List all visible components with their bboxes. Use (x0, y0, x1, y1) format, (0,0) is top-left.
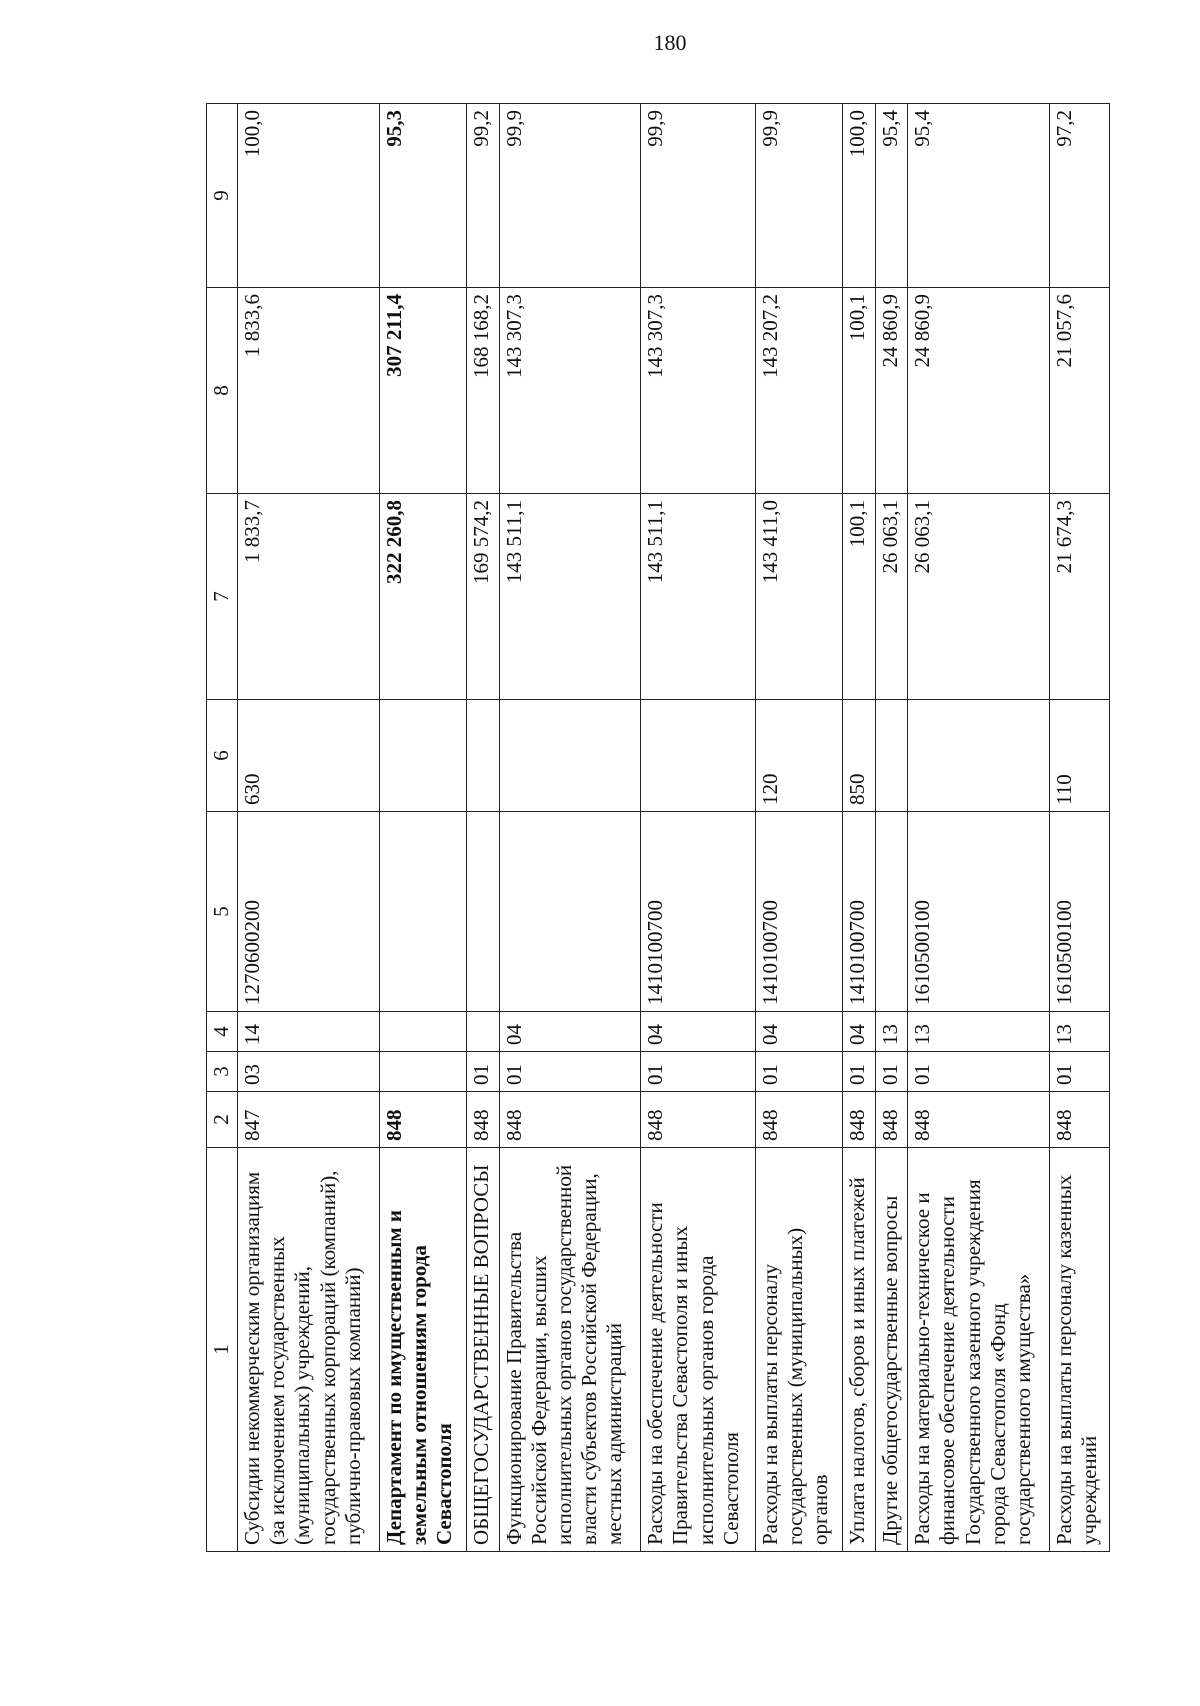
row-target-article: 1610500100 (908, 812, 1050, 1012)
row-planned: 143 411,0 (755, 494, 842, 700)
row-planned: 143 511,1 (499, 494, 641, 700)
row-executed: 143 307,3 (641, 288, 755, 494)
header-col-4: 4 (207, 1012, 238, 1052)
table-row (875, 104, 908, 1552)
table-row (499, 104, 641, 1552)
row-section (379, 1052, 466, 1092)
row-section: 01 (466, 1052, 499, 1092)
row-percent: 99,9 (755, 104, 842, 288)
header-row (207, 104, 238, 1552)
row-expense-type (875, 700, 908, 812)
row-subsection: 13 (1050, 1012, 1110, 1052)
row-percent: 99,2 (466, 104, 499, 288)
page-number: 180 (653, 30, 687, 55)
row-section: 01 (1050, 1052, 1110, 1092)
row-subsection: 04 (842, 1012, 875, 1052)
header-col-2: 2 (207, 1092, 238, 1148)
header-col-7: 7 (207, 494, 238, 700)
row-name: Расходы на обеспечение деятельности Правительства Севастополя и иных исполнительных органов города Севастополя (641, 1148, 755, 1552)
budget-table (206, 103, 1110, 1552)
row-executed: 143 307,3 (499, 288, 641, 494)
row-executed: 24 860,9 (908, 288, 1050, 494)
row-planned: 26 063,1 (908, 494, 1050, 700)
row-admin-code: 847 (238, 1092, 380, 1148)
row-expense-type (499, 700, 641, 812)
row-subsection: 13 (875, 1012, 908, 1052)
row-admin-code: 848 (875, 1092, 908, 1148)
row-executed: 307 211,4 (379, 288, 466, 494)
row-subsection (379, 1012, 466, 1052)
row-subsection: 13 (908, 1012, 1050, 1052)
row-target-article: 1410100700 (755, 812, 842, 1012)
row-executed: 24 860,9 (875, 288, 908, 494)
table-row (1050, 104, 1110, 1552)
header-col-9: 9 (207, 104, 238, 288)
row-executed: 143 207,2 (755, 288, 842, 494)
row-percent: 100,0 (238, 104, 380, 288)
row-section: 01 (842, 1052, 875, 1092)
row-name: Департамент по имущественным и земельным отношениям города Севастополя (379, 1148, 466, 1552)
row-admin-code: 848 (499, 1092, 641, 1148)
row-planned: 1 833,7 (238, 494, 380, 700)
row-admin-code: 848 (379, 1092, 466, 1148)
row-percent: 99,9 (499, 104, 641, 288)
rotated-table-wrapper (206, 104, 1110, 1552)
row-expense-type (379, 700, 466, 812)
header-col-5: 5 (207, 812, 238, 1012)
row-planned: 21 674,3 (1050, 494, 1110, 700)
row-expense-type: 850 (842, 700, 875, 812)
row-section: 01 (641, 1052, 755, 1092)
row-subsection: 04 (641, 1012, 755, 1052)
table-row (755, 104, 842, 1552)
row-subsection (466, 1012, 499, 1052)
row-target-article (499, 812, 641, 1012)
row-name: Расходы на выплаты персоналу казенных учреждений (1050, 1148, 1110, 1552)
row-target-article: 1410100700 (641, 812, 755, 1012)
row-target-article (875, 812, 908, 1012)
row-executed: 168 168,2 (466, 288, 499, 494)
row-name: Расходы на выплаты персоналу государственных (муниципальных) органов (755, 1148, 842, 1552)
table-row (908, 104, 1050, 1552)
row-planned: 100,1 (842, 494, 875, 700)
row-name: Другие общегосударственные вопросы (875, 1148, 908, 1552)
row-name: Субсидии некоммерческим организациям (за исключением государственных (муниципальных) учреждений, государственных корпораций (компаний), публично-правовых компаний) (238, 1148, 380, 1552)
row-target-article: 1270600200 (238, 812, 380, 1012)
table-row (641, 104, 755, 1552)
row-section: 01 (755, 1052, 842, 1092)
row-admin-code: 848 (908, 1092, 1050, 1148)
row-section: 01 (499, 1052, 641, 1092)
row-executed: 1 833,6 (238, 288, 380, 494)
row-section: 01 (875, 1052, 908, 1092)
row-expense-type: 120 (755, 700, 842, 812)
row-executed: 100,1 (842, 288, 875, 494)
row-admin-code: 848 (842, 1092, 875, 1148)
header-col-6: 6 (207, 700, 238, 812)
row-name: Расходы на материально-техническое и финансовое обеспечение деятельности Государственного казенного учреждения города Севастополя «Фонд государственного имущества» (908, 1148, 1050, 1552)
header-col-1: 1 (207, 1148, 238, 1552)
header-col-3: 3 (207, 1052, 238, 1092)
table-row (379, 104, 466, 1552)
row-name: ОБЩЕГОСУДАРСТВЕННЫЕ ВОПРОСЫ (466, 1148, 499, 1552)
row-subsection: 04 (499, 1012, 641, 1052)
row-subsection: 14 (238, 1012, 380, 1052)
row-name: Функционирование Правительства Российской Федерации, высших исполнительных органов государственной власти субъектов Российской Федерации, местных администраций (499, 1148, 641, 1552)
row-admin-code: 848 (641, 1092, 755, 1148)
row-name: Уплата налогов, сборов и иных платежей (842, 1148, 875, 1552)
row-percent: 100,0 (842, 104, 875, 288)
row-admin-code: 848 (466, 1092, 499, 1148)
header-col-8: 8 (207, 288, 238, 494)
row-percent: 95,3 (379, 104, 466, 288)
row-target-article: 1610500100 (1050, 812, 1110, 1012)
row-executed: 21 057,6 (1050, 288, 1110, 494)
row-expense-type: 110 (1050, 700, 1110, 812)
row-percent: 95,4 (908, 104, 1050, 288)
row-percent: 99,9 (641, 104, 755, 288)
row-target-article (466, 812, 499, 1012)
row-percent: 95,4 (875, 104, 908, 288)
row-expense-type: 630 (238, 700, 380, 812)
row-expense-type (908, 700, 1050, 812)
row-planned: 143 511,1 (641, 494, 755, 700)
row-expense-type (641, 700, 755, 812)
row-target-article: 1410100700 (842, 812, 875, 1012)
table-row (842, 104, 875, 1552)
row-section: 03 (238, 1052, 380, 1092)
row-expense-type (466, 700, 499, 812)
row-admin-code: 848 (1050, 1092, 1110, 1148)
table-row (238, 104, 380, 1552)
row-planned: 322 260,8 (379, 494, 466, 700)
row-planned: 26 063,1 (875, 494, 908, 700)
table-body (238, 104, 1110, 1552)
row-section: 01 (908, 1052, 1050, 1092)
row-admin-code: 848 (755, 1092, 842, 1148)
row-target-article (379, 812, 466, 1012)
row-percent: 97,2 (1050, 104, 1110, 288)
row-subsection: 04 (755, 1012, 842, 1052)
table-row (466, 104, 499, 1552)
row-planned: 169 574,2 (466, 494, 499, 700)
